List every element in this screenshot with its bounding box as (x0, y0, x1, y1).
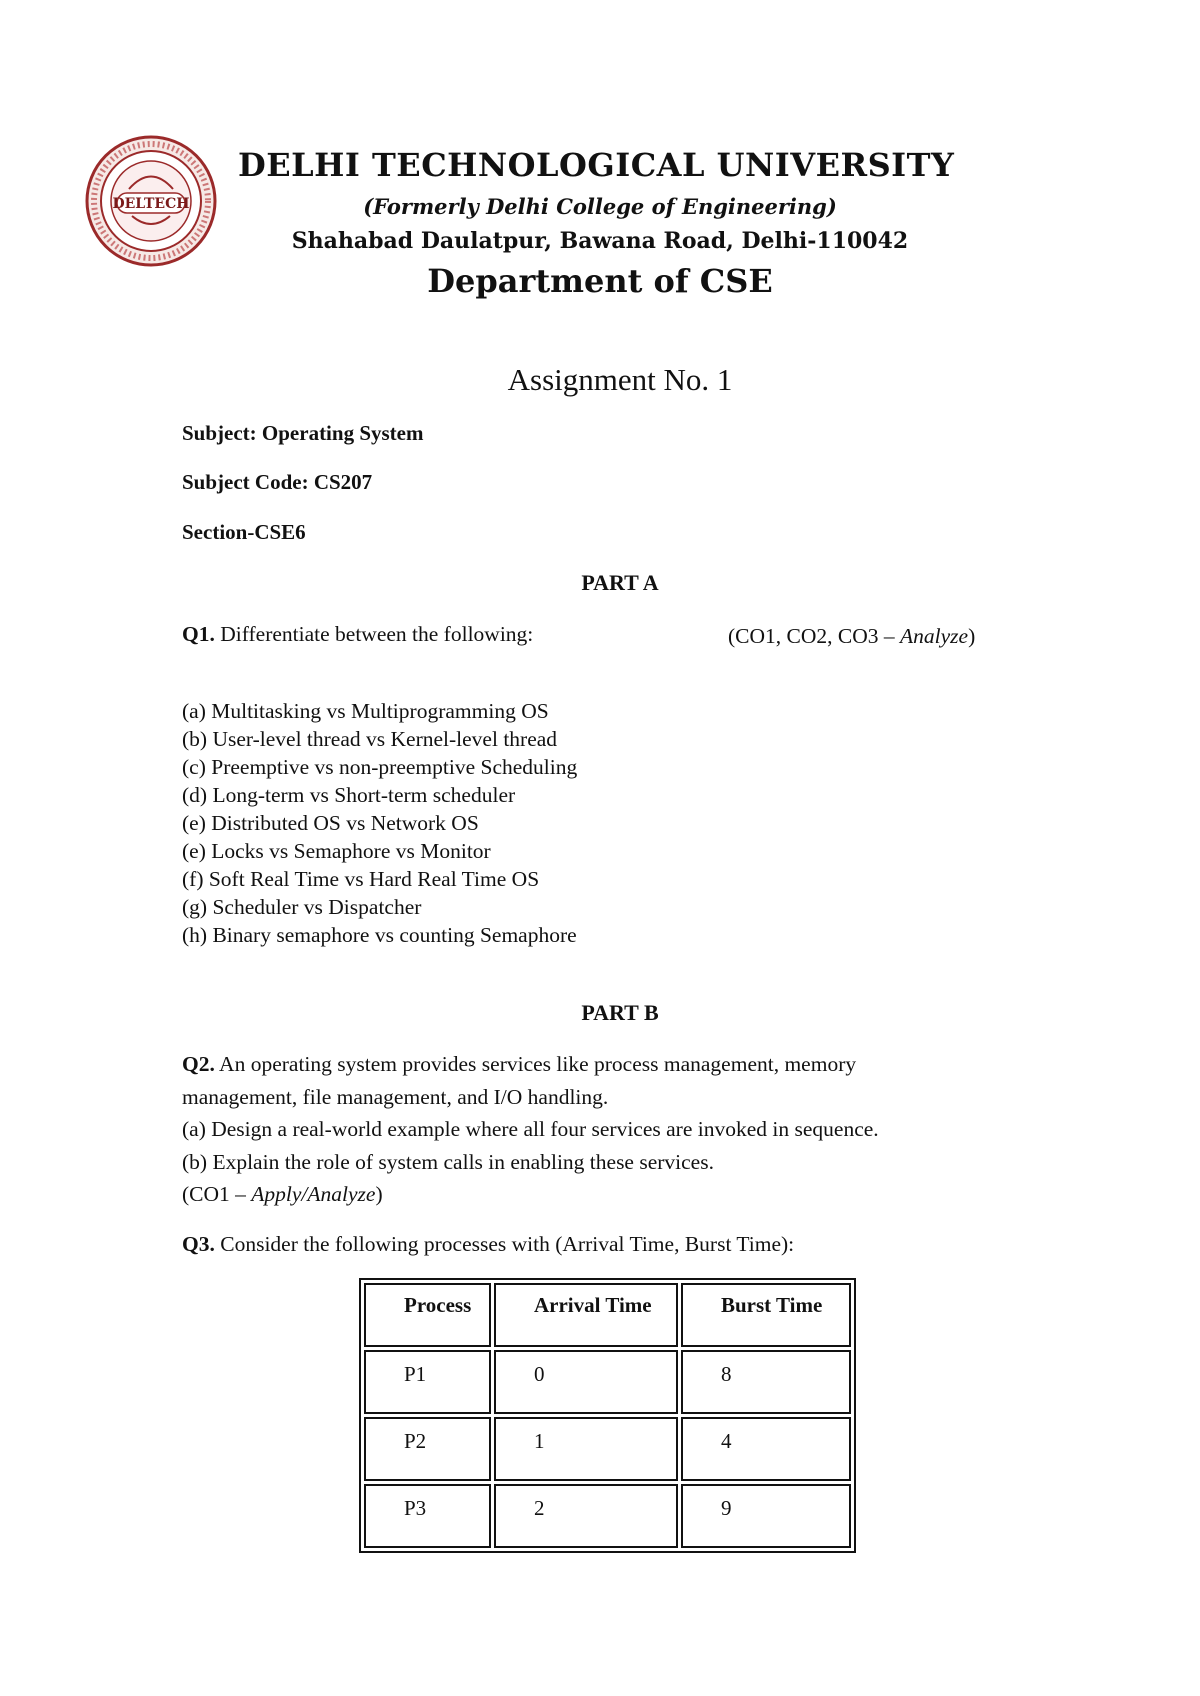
list-item: (c) Preemptive vs non-preemptive Scheduling (182, 755, 578, 779)
q1-course-outcome (728, 624, 975, 649)
table-cell: 0 (494, 1350, 678, 1414)
table-header: Arrival Time (494, 1283, 678, 1347)
table-row (364, 1484, 851, 1548)
department-name: Department of CSE (427, 262, 773, 300)
table-cell: P1 (364, 1350, 491, 1414)
process-table (359, 1278, 856, 1553)
table-cell: 4 (681, 1417, 851, 1481)
q2-line1 (182, 1048, 1002, 1081)
university-address: Shahabad Daulatpur, Bawana Road, Delhi-110042 (291, 228, 909, 254)
q2-co-level: Apply/Analyze (251, 1182, 376, 1206)
formerly-name: (Formerly Delhi College of Engineering) (363, 194, 837, 219)
table-row (364, 1417, 851, 1481)
part-a-heading: PART A (581, 570, 659, 595)
list-item: (f) Soft Real Time vs Hard Real Time OS (182, 867, 540, 891)
table-cell: P3 (364, 1484, 491, 1548)
q1-co-suffix: ) (968, 624, 976, 648)
q1-line (182, 618, 533, 651)
q2-line2: management, file management, and I/O handling. (182, 1084, 609, 1109)
subject-code-line: Subject Code: CS207 (182, 470, 373, 494)
table-header: Process (364, 1283, 491, 1347)
table-cell: 9 (681, 1484, 851, 1548)
q1-text: Differentiate between the following: (214, 622, 534, 646)
section-line: Section-CSE6 (182, 520, 306, 544)
list-item: (g) Scheduler vs Dispatcher (182, 895, 422, 919)
q2-part-a: (a) Design a real-world example where all four services are invoked in sequence. (182, 1117, 879, 1141)
table-cell: 8 (681, 1350, 851, 1414)
table-cell: 2 (494, 1484, 678, 1548)
assignment-title: Assignment No. 1 (507, 362, 733, 397)
list-item: (e) Distributed OS vs Network OS (182, 811, 479, 835)
q2-co-prefix: (CO1 – (182, 1182, 252, 1206)
table-cell: P2 (364, 1417, 491, 1481)
university-name: DELHI TECHNOLOGICAL UNIVERSITY (238, 146, 955, 184)
list-item: (b) User-level thread vs Kernel-level thread (182, 727, 558, 751)
q2-co-suffix: ) (375, 1182, 383, 1206)
subject-line: Subject: Operating System (182, 421, 424, 445)
q2-text: An operating system provides services like process management, memory (214, 1052, 857, 1076)
part-b-heading: PART B (581, 1000, 659, 1025)
q2-course-outcome (182, 1178, 1002, 1211)
q3-line (182, 1228, 794, 1261)
q1-options-list (182, 697, 577, 949)
table-row (364, 1350, 851, 1414)
table-cell: 1 (494, 1417, 678, 1481)
q3-text: Consider the following processes with (Arrival Time, Burst Time): (214, 1232, 795, 1256)
q2-part-b: (b) Explain the role of system calls in enabling these services. (182, 1149, 714, 1174)
list-item: (e) Locks vs Semaphore vs Monitor (182, 839, 491, 863)
q1-co-prefix: (CO1, CO2, CO3 – (728, 624, 901, 648)
table-header-row (364, 1283, 851, 1347)
q1-co-level: Analyze (900, 624, 969, 648)
q3-label: Q3. (182, 1232, 215, 1256)
list-item: (d) Long-term vs Short-term scheduler (182, 783, 516, 807)
q2-block (182, 1048, 1002, 1211)
q1-label: Q1. (182, 622, 215, 646)
table-header: Burst Time (681, 1283, 851, 1347)
logo-text: DELTECH (112, 196, 190, 212)
q2-label: Q2. (182, 1052, 215, 1076)
list-item: (h) Binary semaphore vs counting Semaphore (182, 923, 577, 947)
list-item: (a) Multitasking vs Multiprogramming OS (182, 699, 549, 723)
